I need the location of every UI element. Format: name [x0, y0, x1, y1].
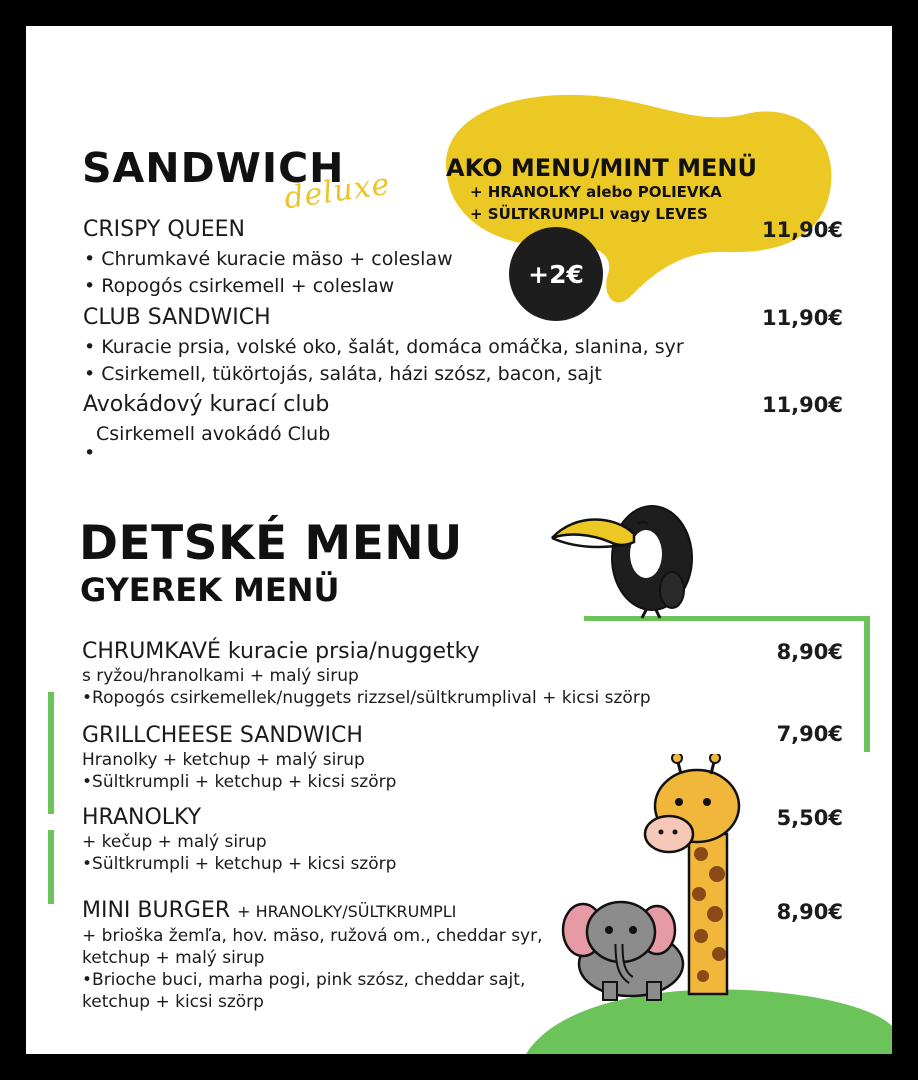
kids-item-description: •Sültkrumpli + ketchup + kicsi szörp — [82, 772, 397, 792]
item-price: 11,90€ — [761, 218, 843, 242]
kids-item-price: 5,50€ — [776, 806, 843, 830]
kids-item-name — [82, 898, 456, 923]
kids-item-description: ketchup + kicsi szörp — [82, 992, 264, 1012]
item-price: 11,90€ — [761, 393, 843, 417]
elephant-illustration — [561, 890, 701, 1002]
promo-line-sk: + HRANOLKY alebo POLIEVKA — [470, 183, 722, 201]
kids-item-description: •Ropogós csirkemellek/nuggets rizzsel/sültkrumplival + kicsi szörp — [82, 688, 651, 708]
green-line — [48, 830, 54, 904]
kids-item-description: •Brioche buci, marha pogi, pink szósz, cheddar sajt, — [82, 970, 526, 990]
kids-item-price: 8,90€ — [776, 640, 843, 664]
menu-page — [26, 26, 892, 1054]
promo-price-badge: +2€ — [509, 227, 603, 321]
green-line — [864, 616, 870, 752]
item-description: • Ropogós csirkemell + coleslaw — [84, 275, 395, 297]
kids-item-name-main: MINI BURGER — [82, 898, 231, 923]
toucan-illustration — [546, 494, 706, 622]
green-line — [48, 692, 54, 814]
item-name: CRISPY QUEEN — [83, 217, 245, 242]
item-description: • Chrumkavé kuracie mäso + coleslaw — [84, 248, 453, 270]
item-name: CLUB SANDWICH — [83, 305, 271, 330]
kids-item-description: •Sültkrumpli + ketchup + kicsi szörp — [82, 854, 397, 874]
kids-item-name: GRILLCHEESE SANDWICH — [82, 723, 363, 748]
kids-item-price: 7,90€ — [776, 722, 843, 746]
item-description: • Csirkemell, tükörtojás, saláta, házi szósz, bacon, sajt — [84, 363, 602, 385]
kids-subheading: GYEREK MENÜ — [80, 571, 340, 609]
sandwich-subheading: deluxe — [282, 166, 393, 217]
promo-title: AKO MENU/MINT MENÜ — [446, 154, 757, 182]
item-description: • Kuracie prsia, volské oko, šalát, domáca omáčka, slanina, syr — [84, 336, 684, 358]
kids-heading: DETSKÉ MENU — [79, 516, 463, 571]
kids-item-description: ketchup + malý sirup — [82, 948, 265, 968]
kids-item-name-suffix: + HRANOLKY/SÜLTKRUMPLI — [237, 902, 457, 921]
kids-item-description: + kečup + malý sirup — [82, 832, 267, 852]
item-description: • — [84, 442, 96, 464]
kids-item-description: + brioška žemľa, hov. mäso, ružová om., cheddar syr, — [82, 926, 543, 946]
kids-item-name: CHRUMKAVÉ kuracie prsia/nuggetky — [82, 639, 480, 664]
promo-line-hu: + SÜLTKRUMPLI vagy LEVES — [470, 205, 708, 223]
item-price: 11,90€ — [761, 306, 843, 330]
kids-item-description: s ryžou/hranolkami + malý sirup — [82, 666, 359, 686]
kids-item-description: Hranolky + ketchup + malý sirup — [82, 750, 365, 770]
kids-item-name: HRANOLKY — [82, 805, 202, 830]
kids-item-price: 8,90€ — [776, 900, 843, 924]
item-name: Avokádový kurací club — [83, 392, 330, 417]
sandwich-heading: SANDWICH — [82, 144, 345, 192]
item-description: Csirkemell avokádó Club — [96, 423, 331, 445]
